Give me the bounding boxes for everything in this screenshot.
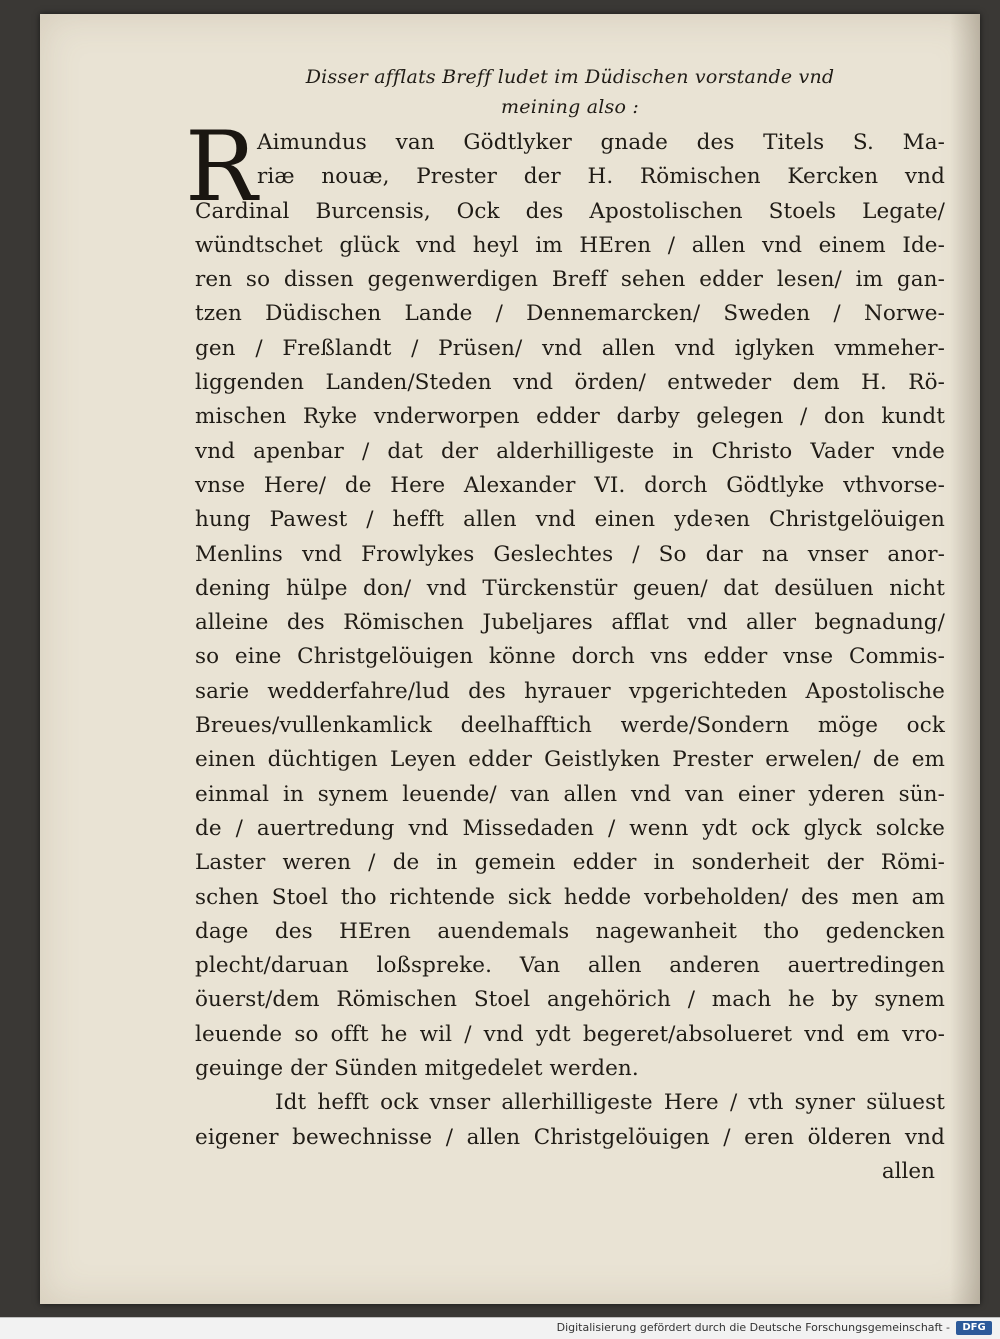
text-line: schen Stoel tho richtende sick hedde vorbeholden/ des men am [195, 884, 945, 910]
text-line: alleine des Römischen Jubeljares afflat vnd aller begnadung/ [195, 610, 945, 636]
heading-line-2: meining also : [501, 96, 639, 118]
text-line: tzen Düdischen Lande / Dennemarcken/ Sweden / Norwe- [195, 301, 945, 327]
text-line: plecht/daruan loßspreke. Van allen anderen auertredingen [195, 953, 945, 979]
text-line: geuinge der Sünden mitgedelet werden. [195, 1056, 639, 1082]
text-line: Idt hefft ock vnser allerhilligeste Here / vth syner süluest [275, 1090, 945, 1116]
page-gutter-shadow [950, 14, 980, 1304]
body-text [185, 111, 945, 1189]
text-line: sarie wedderfahre/lud des hyrauer vpgerichteden Apostolische [195, 678, 945, 704]
text-line: Cardinal Burcensis, Ock des Apostolischen Stoels Legate/ [195, 198, 945, 224]
text-line: Menlins vnd Frowlykes Geslechtes / So dar na vnser anor- [195, 541, 945, 567]
text-line: liggenden Landen/Steden vnd örden/ entweder dem H. Rö- [195, 370, 945, 396]
book-page [40, 14, 980, 1304]
text-line: wündtschet glück vnd heyl im HEren / allen vnd einem Ide- [195, 232, 945, 258]
text-line: eigener bewechnisse / allen Christgelöuigen / eren ölderen vnd [195, 1124, 945, 1150]
drop-cap: R [185, 111, 258, 223]
text-line: einmal in synem leuende/ van allen vnd van einer yderen sün- [195, 781, 945, 807]
footer-bar [0, 1317, 1000, 1339]
text-line: gen / Freßlandt / Prüsen/ vnd allen vnd iglyken vmmeher- [195, 335, 945, 361]
catchword: allen [881, 1158, 935, 1184]
text-line: Breues/vullenkamlick deelhafftich werde/Sondern möge ock [195, 713, 945, 739]
text-line: riæ nouæ, Prester der H. Römischen Kercken vnd [257, 164, 945, 190]
dfg-logo: DFG [956, 1321, 992, 1335]
heading-line-1: Disser afflats Breff ludet im Düdischen vorstande vnd [305, 66, 835, 88]
page-heading [195, 62, 945, 122]
funding-notice: Digitalisierung gefördert durch die Deutsche Forschungsgemeinschaft - [556, 1321, 950, 1334]
text-line: ren so dissen gegenwerdigen Breff sehen edder lesen/ im gan- [195, 267, 945, 293]
text-line: de / auertredung vnd Missedaden / wenn ydt ock glyck solcke [195, 815, 945, 841]
text-line: vnse Here/ de Here Alexander VI. dorch Gödtlyke vthvorse- [195, 472, 945, 498]
text-line: mischen Ryke vnderworpen edder darby gelegen / don kundt [195, 404, 945, 430]
text-line: Aimundus van Gödtlyker gnade des Titels S. Ma- [257, 130, 945, 155]
text-line: leuende so offt he wil / vnd ydt begeret/absolueret vnd em vro- [195, 1021, 945, 1047]
text-line: hung Pawest / hefft allen vnd einen ydeꝛen Christgelöuigen [195, 507, 945, 533]
text-line: Laster weren / de in gemein edder in sonderheit der Römi- [195, 850, 945, 876]
text-line: vnd apenbar / dat der alderhilligeste in Christo Vader vnde [195, 438, 945, 464]
text-line: öuerst/dem Römischen Stoel angehörich / mach he by synem [195, 987, 945, 1013]
text-line: einen düchtigen Leyen edder Geistlyken Prester erwelen/ de em [195, 747, 945, 773]
text-line: dening hülpe don/ vnd Türckenstür geuen/ dat desüluen nicht [195, 575, 945, 601]
text-line: dage des HEren auendemals nagewanheit tho gedencken [195, 918, 945, 944]
text-line: so eine Christgelöuigen könne dorch vns edder vnse Commis- [195, 644, 945, 670]
page-text [185, 62, 945, 1189]
